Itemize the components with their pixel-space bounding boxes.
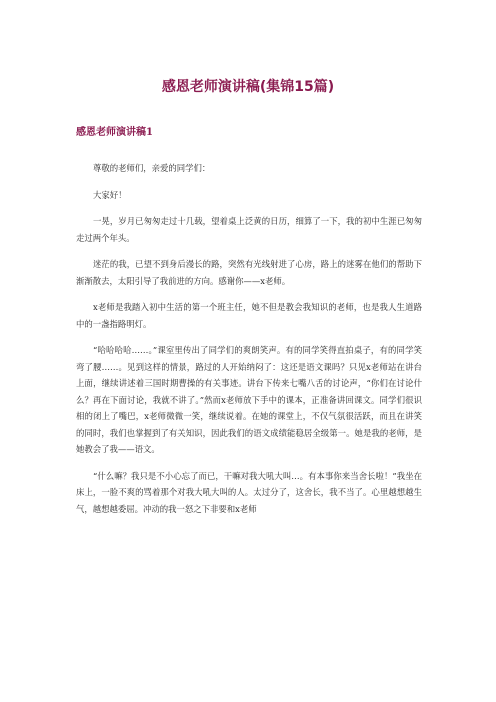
- section-heading: 感恩老师演讲稿1: [76, 127, 153, 138]
- paragraph: “哈哈哈哈……。”课室里传出了同学们的爽朗笑声。有的同学笑得直拍桌子，有的同学笑弯了腰……。见到这样的情景，路过的人开始纳闷了：这还是语文课吗？只见x老师站在讲台上面，继续讲述着三国时期曹操的有关事迹。讲台下传来七嘴八舌的讨论声，“你们在讨论什么？再在下面讨论，我就不讲了。”然而x老师放下手中的课本，正准备讲回课文。同学们很识相的闭上了嘴巴，x老师微微一笑，继续说着。在她的课堂上，不仅气氛很活跃，而且在讲笑的同时，我们也掌握到了有关知识，因此我们的语文成绩能稳居全级第一。她是我的老师，是她教会了我——语文。: [76, 345, 422, 454]
- document-body: [76, 160, 422, 527]
- paragraph: 一晃，岁月已匆匆走过十几载，望着桌上泛黄的日历，细算了一下，我的初中生涯已匆匆走过两个年头。: [76, 216, 422, 243]
- paragraph: 迷茫的我，已望不到身后漫长的路，突然有光线射进了心房，路上的迷雾在他们的帮助下渐渐散去，太阳引导了我前进的方向。感谢你——x老师。: [76, 259, 422, 286]
- paragraph-greeting: 大家好！: [93, 189, 127, 200]
- paragraph: “什么嘛？我只是不小心忘了而已，干嘛对我大吼大叫…。有本事你来当舍长啦！”我坐在床上，一脸不爽的骂着那个对我大吼大叫的人。太过分了，这舍长，我不当了。心里越想越生气，越想越委屈。冲动的我一怒之下非要和x老师: [76, 470, 422, 514]
- paragraph: x老师是我踏入初中生活的第一个班主任，她不但是教会我知识的老师，也是我人生道路中的一盏指路明灯。: [76, 302, 422, 329]
- paragraph-salutation: 尊敬的老师们，亲爱的同学们：: [93, 163, 211, 173]
- document-title: 感恩老师演讲稿(集锦15篇): [161, 79, 335, 95]
